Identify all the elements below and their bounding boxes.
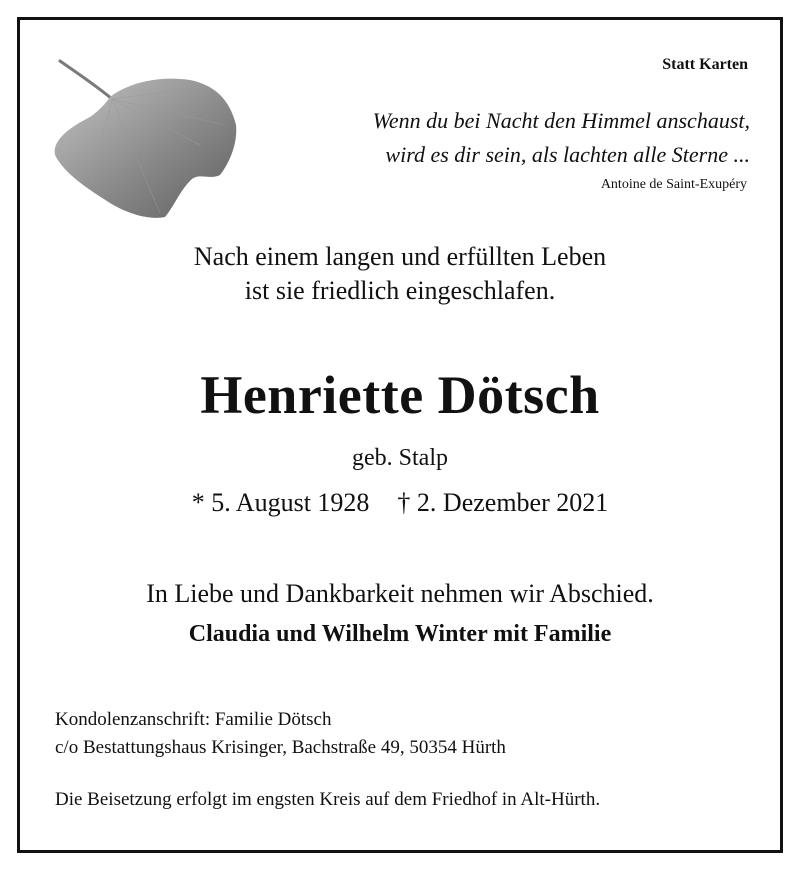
death-date: † 2. Dezember 2021 bbox=[397, 488, 609, 517]
statt-karten-label: Statt Karten bbox=[662, 56, 748, 73]
ginkgo-leaf-icon bbox=[50, 55, 245, 225]
family-signature: Claudia und Wilhelm Winter mit Familie bbox=[188, 621, 612, 647]
quote-line-1: Wenn du bei Nacht den Himmel anschaust, bbox=[372, 108, 750, 133]
address-line-1: Kondolenzanschrift: Familie Dötsch bbox=[55, 709, 332, 730]
intro-text bbox=[0, 240, 800, 308]
quote-line-2: wird es dir sein, als lachten alle Sterne ... bbox=[385, 142, 750, 167]
address-line-2: c/o Bestattungshaus Krisinger, Bachstraße 49, 50354 Hürth bbox=[55, 737, 506, 758]
quote-block bbox=[373, 104, 750, 172]
deceased-name: Henriette Dötsch bbox=[200, 365, 600, 425]
quote-author: Antoine de Saint-Exupéry bbox=[600, 177, 747, 192]
life-dates bbox=[0, 488, 800, 518]
farewell-text: In Liebe und Dankbarkeit nehmen wir Abschied. bbox=[146, 579, 654, 608]
birth-date: * 5. August 1928 bbox=[191, 488, 370, 517]
condolence-address bbox=[55, 706, 506, 762]
burial-notice: Die Beisetzung erfolgt im engsten Kreis auf dem Friedhof in Alt-Hürth. bbox=[55, 789, 601, 810]
intro-line-1: Nach einem langen und erfüllten Leben bbox=[193, 242, 607, 271]
intro-line-2: ist sie friedlich eingeschlafen. bbox=[244, 276, 556, 305]
birth-name: geb. Stalp bbox=[352, 445, 448, 471]
